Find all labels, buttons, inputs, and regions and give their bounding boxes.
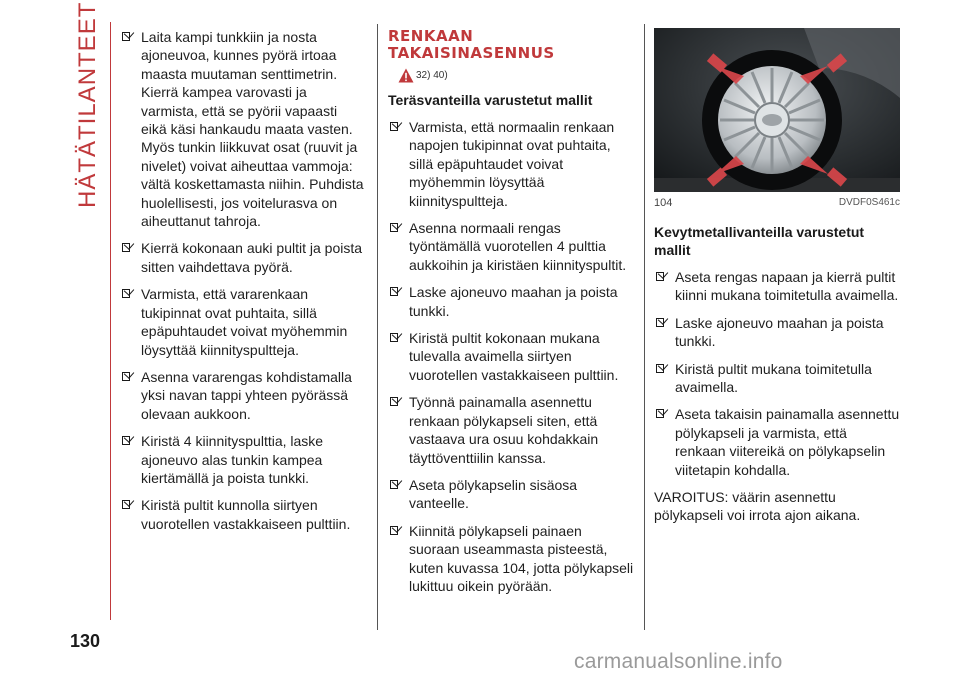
list-item-text: Kiristä pultit kunnolla siirtyen vuorotellen vastakkaiseen pulttiin. bbox=[141, 497, 351, 532]
checkbox-bullet-icon bbox=[390, 480, 398, 489]
col3-step-list bbox=[654, 268, 900, 479]
list-item bbox=[120, 285, 366, 359]
list-item-text: Kiristä pultit kokonaan mukana tulevalla avaimella siirtyen vuorotellen vastakkaiseen pulttiin. bbox=[409, 330, 619, 383]
list-item bbox=[388, 522, 636, 596]
list-item bbox=[388, 283, 636, 320]
figure-number: 104 bbox=[654, 197, 673, 209]
list-item-text: Laita kampi tunkkiin ja nosta ajoneuvoa, kunnes pyörä irtoaa maasta muutaman senttimetrin. Kierrä kampea varovasti ja varmista, että se pyörii vapaasti eikä käsi hankaudu maata vasten. Myös tunkin liikkuvat osat (ruuvit ja nivelet) voivat aiheuttaa vammoja: vältä koskettamasta niihin. Puhdista huolellisesti, jos voitelurasva on aiheuttanut tahroja. bbox=[141, 29, 364, 230]
checkbox-bullet-icon bbox=[122, 372, 130, 381]
chapter-side-title: HÄTÄTILANTEET bbox=[74, 1, 101, 208]
checkbox-bullet-icon bbox=[656, 272, 664, 281]
list-item-text: Kiristä pultit mukana toimitetulla avaimella. bbox=[675, 360, 872, 396]
section-title-line-1: RENKAAN bbox=[388, 27, 474, 45]
column-3 bbox=[654, 28, 900, 525]
list-item-text: Laske ajoneuvo maahan ja poista tunkki. bbox=[675, 314, 884, 350]
list-item bbox=[388, 118, 636, 210]
list-item bbox=[654, 360, 900, 397]
checkbox-bullet-icon bbox=[656, 409, 664, 418]
column-2 bbox=[388, 28, 636, 604]
list-item bbox=[120, 368, 366, 423]
col2-step-list bbox=[388, 118, 636, 595]
checkbox-bullet-icon bbox=[122, 32, 130, 41]
checkbox-bullet-icon bbox=[390, 333, 398, 342]
page-number: 130 bbox=[70, 631, 101, 651]
checkbox-bullet-icon bbox=[656, 364, 664, 373]
checkbox-bullet-icon bbox=[390, 122, 398, 131]
list-item-text: Asenna normaali rengas työntämällä vuorotellen 4 pulttia aukkoihin ja kiristäen kiinnityspultit. bbox=[409, 220, 627, 273]
checkbox-bullet-icon bbox=[390, 397, 398, 406]
chapter-side-rule bbox=[110, 22, 111, 620]
column-divider-1 bbox=[377, 24, 378, 630]
col1-step-list bbox=[120, 28, 366, 533]
list-item bbox=[120, 28, 366, 230]
list-item bbox=[388, 219, 636, 274]
warning-refs-text: 32) 40) bbox=[416, 70, 448, 81]
checkbox-bullet-icon bbox=[122, 243, 130, 252]
list-item-text: Asenna vararengas kohdistamalla yksi navan tappi yhteen pyörässä olevaan aukkoon. bbox=[141, 368, 352, 422]
column-divider-2 bbox=[644, 24, 645, 630]
wheel-cover-figure bbox=[654, 28, 900, 192]
checkbox-bullet-icon bbox=[656, 318, 664, 327]
list-item-text: Kierrä kokonaan auki pultit ja poista sitten vaihdettava pyörä. bbox=[141, 240, 363, 275]
list-item-text: Aseta takaisin painamalla asennettu pölykapseli ja varmista, että renkaan viitereikä on pölykapselin viitetapin kohdalla. bbox=[675, 406, 900, 478]
alloy-rims-subhead: Kevytmetallivanteilla varustetut mallit bbox=[654, 224, 865, 258]
checkbox-bullet-icon bbox=[390, 287, 398, 296]
watermark: carmanualsonline.info bbox=[574, 650, 783, 673]
list-item-text: Aseta pölykapselin sisäosa vanteelle. bbox=[409, 476, 578, 512]
figure-caption bbox=[654, 196, 900, 209]
section-title bbox=[388, 28, 636, 62]
list-item bbox=[388, 393, 636, 467]
list-item bbox=[120, 496, 366, 533]
list-item-text: Työnnä painamalla asennettu renkaan pölykapseli siten, että vastaava ura osuu kohdakkain täyttöventtiilin kanssa. bbox=[409, 394, 599, 466]
list-item-text: Kiinnitä pölykapseli painaen suoraan useammasta pisteestä, kuten kuvassa 104, jotta pölykapseli lukittuu oikein pyörään. bbox=[409, 522, 634, 594]
list-item bbox=[654, 268, 900, 305]
list-item-text: Kiristä 4 kiinnityspulttia, laske ajoneuvo alas tunkin kampea kiertämällä ja poista tunkki. bbox=[141, 433, 324, 486]
checkbox-bullet-icon bbox=[390, 526, 398, 535]
warning-triangle-icon bbox=[398, 68, 414, 83]
list-item bbox=[388, 476, 636, 513]
warning-reference bbox=[398, 68, 636, 83]
figure-code: DVDF0S461c bbox=[838, 197, 900, 208]
wheel-hubcap-illustration bbox=[654, 28, 900, 192]
list-item bbox=[654, 314, 900, 351]
list-item bbox=[654, 405, 900, 479]
section-title-line-2: TAKAISINASENNUS bbox=[388, 44, 555, 62]
column-1 bbox=[120, 28, 366, 542]
list-item bbox=[120, 239, 366, 276]
list-item bbox=[388, 329, 636, 384]
list-item-text: Laske ajoneuvo maahan ja poista tunkki. bbox=[409, 284, 618, 319]
steel-rims-subhead: Teräsvanteilla varustetut mallit bbox=[388, 92, 593, 108]
list-item-text: Varmista, että vararenkaan tukipinnat ovat puhtaita, sillä epäpuhtaudet voivat myöhemmin löysyttää kiinnityspultteja. bbox=[141, 286, 348, 358]
list-item bbox=[120, 432, 366, 487]
warning-note: VAROITUS: väärin asennettu pölykapseli voi irrota ajon aikana. bbox=[654, 489, 861, 524]
list-item-text: Aseta rengas napaan ja kierrä pultit kiinni mukana toimitetulla avaimella. bbox=[675, 269, 899, 304]
checkbox-bullet-icon bbox=[390, 223, 398, 232]
checkbox-bullet-icon bbox=[122, 500, 130, 509]
checkbox-bullet-icon bbox=[122, 289, 130, 298]
checkbox-bullet-icon bbox=[122, 436, 130, 445]
list-item-text: Varmista, että normaalin renkaan napojen tukipinnat ovat puhtaita, sillä epäpuhtaudet voivat myöhemmin löysyttää kiinnityspultteja. bbox=[409, 119, 615, 209]
